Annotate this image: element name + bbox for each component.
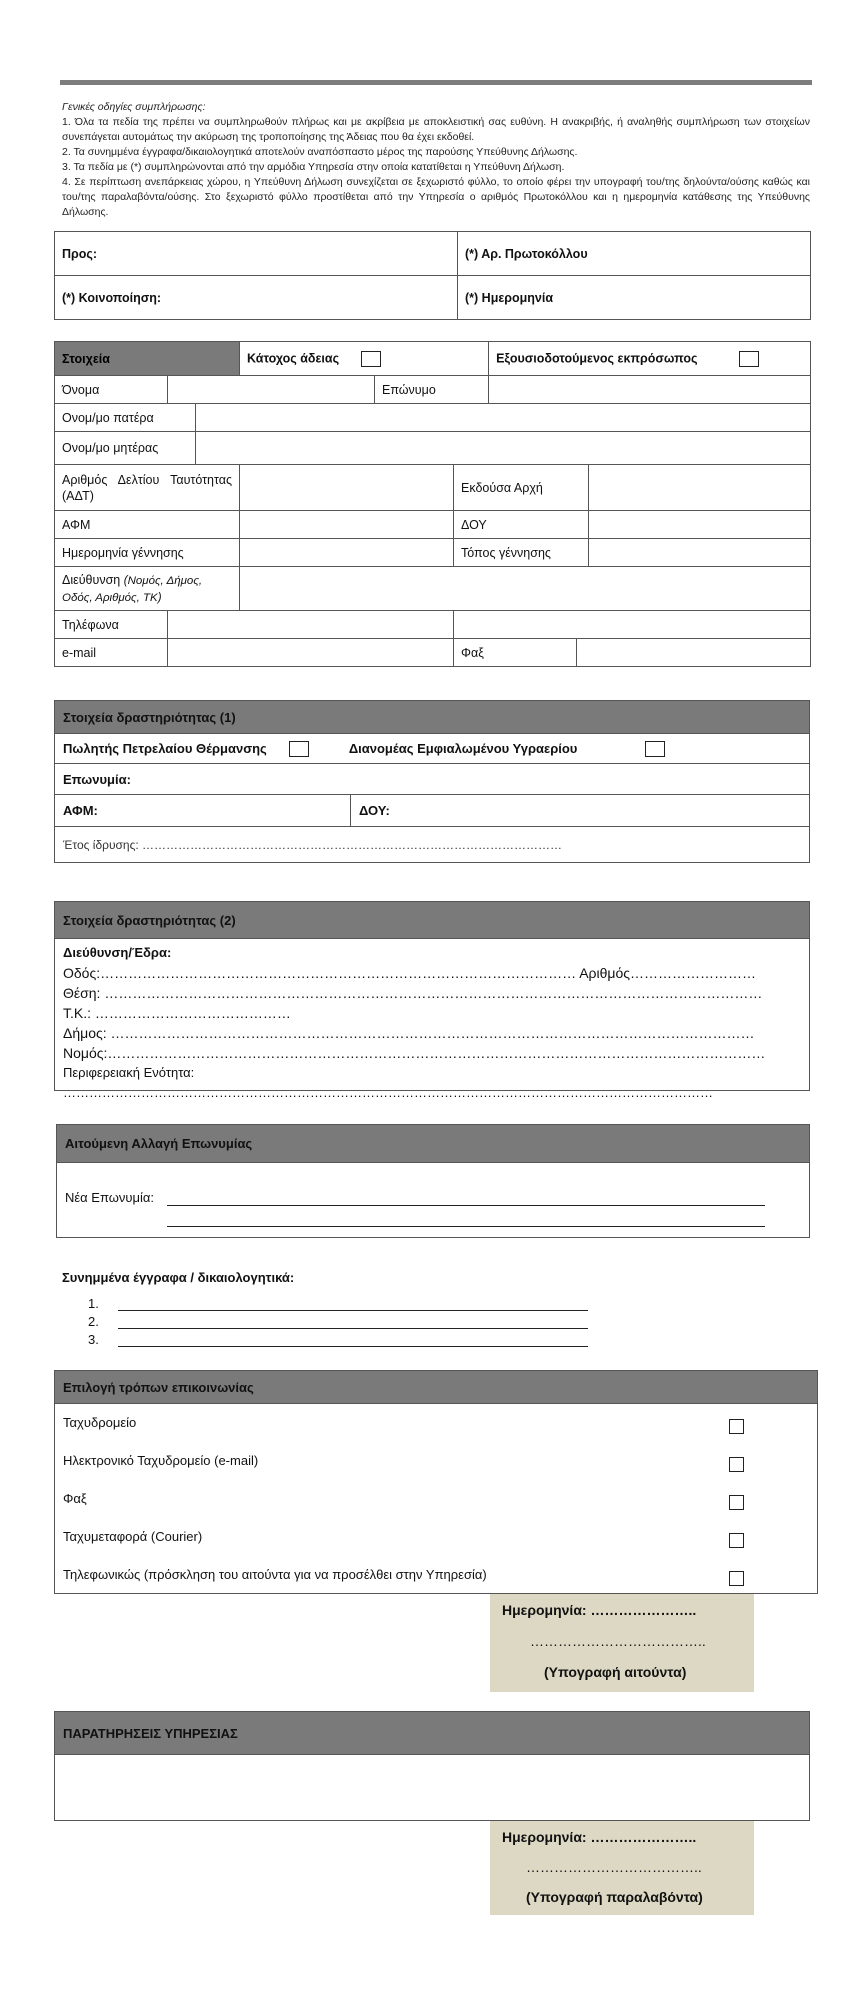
protocol-number-field[interactable]: (*) Αρ. Πρωτοκόλλου [458,232,811,276]
activity-1-title: Στοιχεία δραστηριότητας (1) [55,701,809,734]
phone-checkbox[interactable] [729,1571,744,1586]
activity-1-section [54,700,810,863]
attachment-number: 2. [88,1314,99,1329]
representative-checkbox[interactable] [739,351,759,367]
instruction-item: 4. Σε περίπτωση ανεπάρκειας χώρου, η Υπεύθυνη Δήλωση συνεχίζεται σε ξεχωριστό φύλλο, το οποίο φέρει την υπογραφή του/της δηλούντα/ούσης καθώς και του/της παραλαβόντα/ούσης. Στο ξεχωριστό φύλλο προστίθεται από την Υπηρεσία ο αριθμός Πρωτοκόλλου και η ημερομηνία κατάθεσης της Υπεύθυνης Δήλωσης. [62,176,810,218]
phone-input[interactable] [168,611,454,639]
receiver-date[interactable]: Ημερομηνία: ………………….. [502,1829,697,1845]
regional-unit-line[interactable]: Περιφερειακή Ενότητα: …………………………………………………………………………………………………………………………………… [63,1065,713,1100]
email-input[interactable] [168,639,454,667]
afm-label: ΑΦΜ [55,511,240,539]
trade-name-row[interactable] [55,764,809,795]
new-name-line-1[interactable] [167,1205,765,1206]
first-name-label: Όνομα [55,376,168,404]
instructions-heading: Γενικές οδηγίες συμπλήρωσης: [62,101,206,113]
protocol-table [54,231,811,320]
communication-title: Επιλογή τρόπων επικοινωνίας [55,1371,817,1404]
last-name-input[interactable] [489,376,811,404]
receiver-signature-box [490,1821,754,1915]
father-name-label: Ονομ/μο πατέρα [55,404,196,432]
applicant-signature-box [490,1594,754,1692]
service-notes-area[interactable] [55,1755,809,1821]
representative-label: Εξουσιοδοτούμενος εκπρόσωπος [496,350,698,365]
name-change-title: Αιτούμενη Αλλαγή Επωνυμίας [57,1125,809,1163]
option-fax: Φαξ [63,1491,87,1506]
birth-place-label: Τόπος γέννησης [454,539,589,567]
receiver-signature-line[interactable]: ……………………………….. [526,1859,702,1875]
personal-details-table [54,341,811,667]
instruction-item: 2. Τα συνημμένα έγγραφα/δικαιολογητικά αποτελούν αναπόσπαστο μέρος της παρούσης Υπεύθυνης Δήλωσης. [62,146,578,158]
attachment-item[interactable] [88,1329,622,1347]
attachment-number: 1. [88,1296,99,1311]
birth-date-label: Ημερομηνία γέννησης [55,539,240,567]
representative-option[interactable] [489,342,811,376]
option-phone: Τηλεφωνικώς (πρόσκληση του αιτούντα για να προσέλθει στην Υπηρεσία) [63,1567,487,1582]
activity-afm-field[interactable] [55,795,351,826]
address-label [55,567,240,611]
applicant-signature-label: (Υπογραφή αιτούντα) [544,1664,687,1680]
address-subtitle: Διεύθυνση/Έδρα: [63,945,172,960]
email-label: e-mail [55,639,168,667]
first-name-input[interactable] [168,376,375,404]
receiver-signature-label: (Υπογραφή παραλαβόντα) [526,1889,703,1905]
afm-doy-row [55,795,809,827]
attachments-section [62,1270,622,1347]
phone-input-2[interactable] [454,611,811,639]
distributor-checkbox[interactable] [645,741,665,757]
holder-checkbox[interactable] [361,351,381,367]
birth-place-input[interactable] [589,539,811,567]
post-checkbox[interactable] [729,1419,744,1434]
trade-name-label: Επωνυμία: [63,771,131,787]
holder-option[interactable] [240,342,489,376]
founding-year-row[interactable] [55,827,809,862]
address-title: Διεύθυνση [62,572,121,587]
option-courier: Ταχυμεταφορά (Courier) [63,1529,203,1544]
doy-input[interactable] [589,511,811,539]
applicant-date[interactable]: Ημερομηνία: ………………….. [502,1602,697,1618]
new-name-label: Νέα Επωνυμία: [65,1190,155,1205]
option-email: Ηλεκτρονικό Ταχυδρομείο (e-mail) [63,1453,259,1468]
father-name-input[interactable] [196,404,811,432]
attachment-item[interactable] [88,1293,622,1311]
issuing-authority-input[interactable] [589,465,811,511]
activity-doy-field[interactable] [351,803,398,818]
doy-label: ΔΟΥ [454,511,589,539]
to-field[interactable]: Προς: [55,232,458,276]
courier-checkbox[interactable] [729,1533,744,1548]
activity-doy-label: ΔΟΥ: [359,803,390,818]
date-field[interactable]: (*) Ημερομηνία [458,276,811,320]
seller-checkbox[interactable] [289,741,309,757]
fax-label: Φαξ [454,639,577,667]
personal-section-title: Στοιχεία [55,342,240,376]
phone-label: Τηλέφωνα [55,611,168,639]
service-notes-title: ΠΑΡΑΤΗΡΗΣΕΙΣ ΥΠΗΡΕΣΙΑΣ [55,1712,809,1755]
email-checkbox[interactable] [729,1457,744,1472]
street-line[interactable]: Οδός:………………………………………………………………………………………… Αριθμός……………………… [63,965,757,981]
top-divider [60,80,812,85]
prefecture-line[interactable]: Νομός:…………………………………………………………………………………………………………………………… [63,1045,766,1061]
postal-code-line[interactable]: Τ.Κ.: …………………………………… [63,1005,291,1021]
attachment-item[interactable] [88,1311,622,1329]
id-number-label: Αριθμός Δελτίου Ταυτότητας (ΑΔΤ) [55,465,240,511]
activity-2-title: Στοιχεία δραστηριότητας (2) [55,902,809,939]
attachment-number: 3. [88,1332,99,1347]
id-number-input[interactable] [240,465,454,511]
instruction-item: 1. Όλα τα πεδία της πρέπει να συμπληρωθούν πλήρως και με ακρίβεια με αποκλειστική σας ευθύνη. Η ανακριβής, ή αναληθής συμπλήρωση των στοιχείων συνεπάγεται αυτομάτως την ακύρωση της τροποποίησης της Άδειας που θα έχει εκδοθεί. [62,116,810,143]
general-instructions [62,100,810,220]
attachments-title: Συνημμένα έγγραφα / δικαιολογητικά: [62,1270,295,1285]
cc-field[interactable]: (*) Κοινοποίηση: [55,276,458,320]
location-line[interactable]: Θέση: …………………………………………………………………………………………………………………………… [63,985,763,1001]
mother-name-label: Ονομ/μο μητέρας [55,432,196,465]
address-lines [55,939,809,1107]
activity-afm-label: ΑΦΜ: [63,803,98,818]
instruction-item: 3. Τα πεδία με (*) συμπληρώνονται από την αρμόδια Υπηρεσία στην οποία κατατίθεται η Υπεύθυνη Δήλωση. [62,161,565,173]
option-post: Ταχυδρομείο [63,1415,137,1430]
last-name-label: Επώνυμο [375,376,489,404]
applicant-signature-line[interactable]: ……………………………….. [530,1633,706,1649]
founding-year-label: Έτος ίδρυσης: …………………………………………………………………………………………… [63,837,563,852]
birth-date-input[interactable] [240,539,454,567]
fax-input[interactable] [577,639,811,667]
municipality-line[interactable]: Δήμος: ………………………………………………………………………………………………………………………… [63,1025,755,1041]
name-change-section [56,1124,810,1238]
mother-name-input[interactable] [196,432,811,465]
address-input[interactable] [240,567,811,611]
fax-checkbox[interactable] [729,1495,744,1510]
activity-type-row [55,734,809,764]
communication-section [54,1370,818,1594]
seller-label: Πωλητής Πετρελαίου Θέρμανσης [63,741,267,756]
activity-2-section [54,901,810,1100]
new-name-line-2[interactable] [167,1226,765,1227]
address-hint: (Νομός, Δήμος, Οδός, Αριθμός, ΤΚ) [62,574,203,604]
distributor-label: Διανομέας Εμφιαλωμένου Υγραερίου [348,741,578,756]
issuing-authority-label: Εκδούσα Αρχή [454,465,589,511]
service-notes-section [54,1711,810,1821]
holder-label: Κάτοχος άδειας [247,350,340,365]
afm-input[interactable] [240,511,454,539]
